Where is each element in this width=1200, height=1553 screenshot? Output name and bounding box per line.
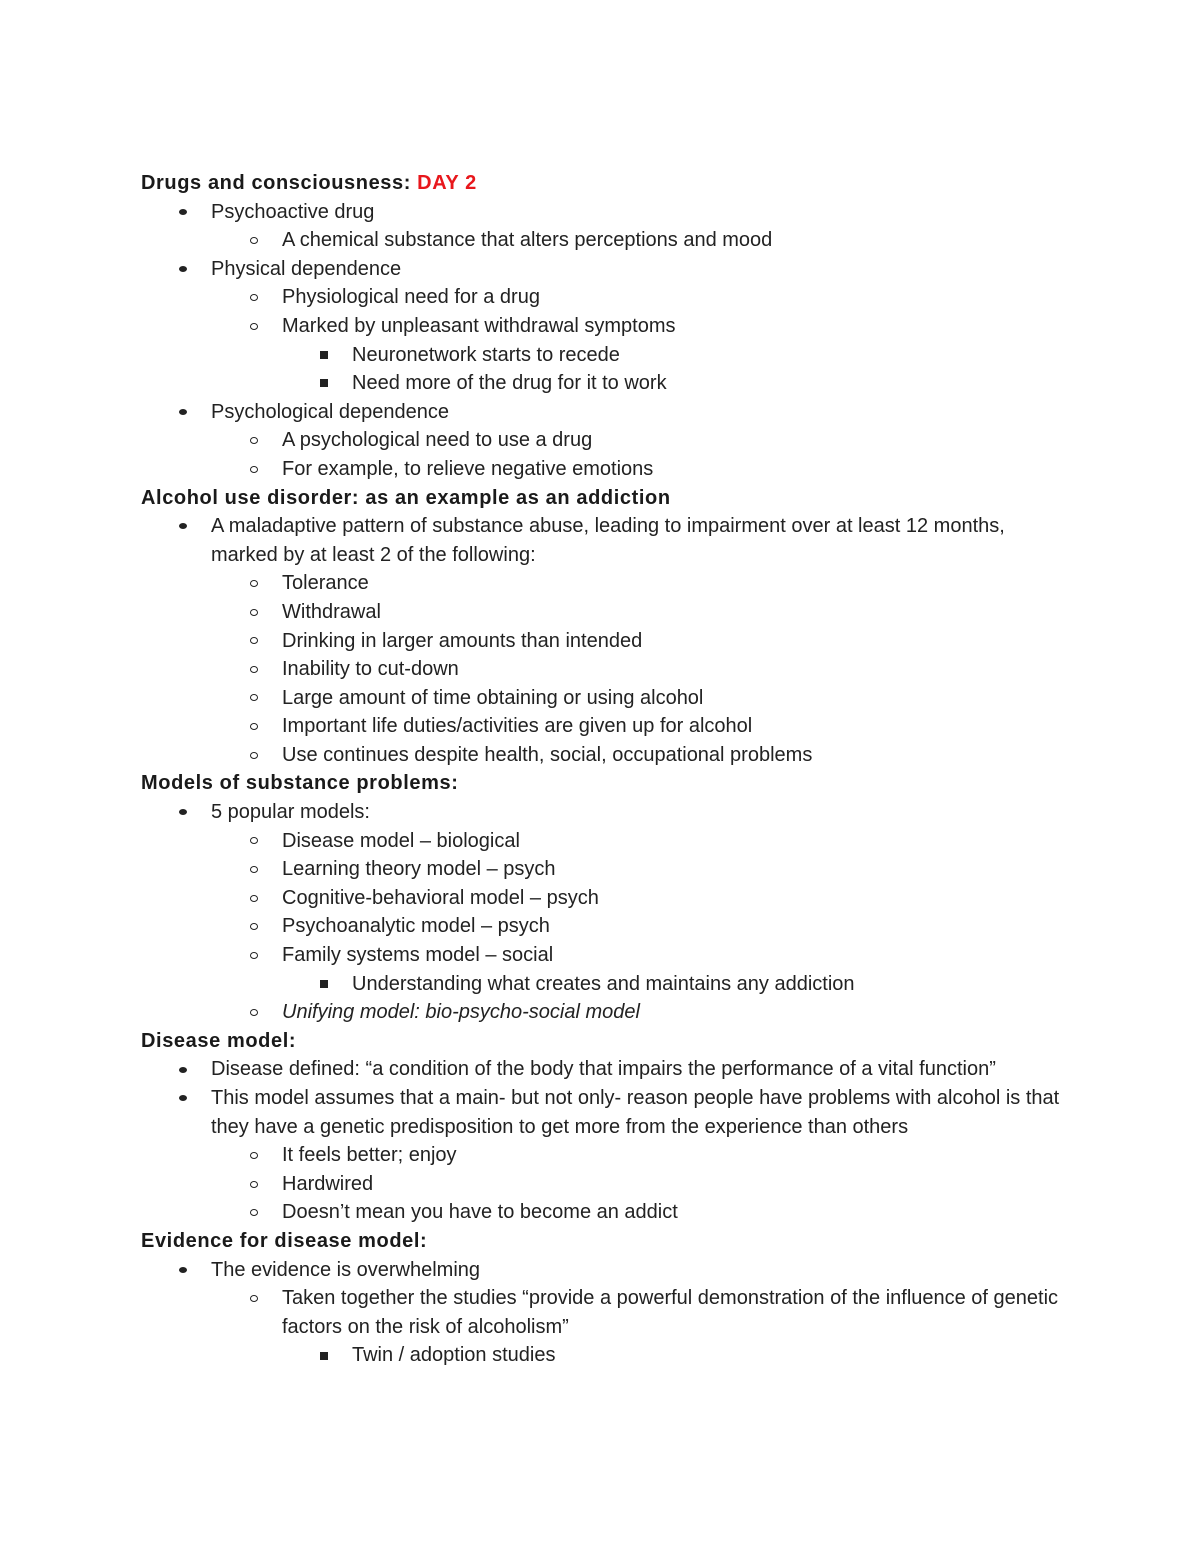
list-item-text: Use continues despite health, social, occupational problems <box>282 743 813 766</box>
list-item <box>141 1284 1071 1341</box>
list-item-text: Taken together the studies “provide a powerful demonstration of the influence of genetic factors on the risk of alcoholism” <box>282 1287 1059 1338</box>
bullet-circle-icon <box>246 684 262 713</box>
bullet-circle-icon <box>246 598 262 627</box>
list-item <box>141 1055 1071 1084</box>
list-item <box>141 970 1071 999</box>
bullet-square-icon <box>316 369 332 398</box>
list-item <box>141 1170 1071 1199</box>
section-heading <box>141 769 1071 798</box>
bullet-circle-icon <box>246 741 262 770</box>
list-item <box>141 426 1071 455</box>
section-heading-text: Evidence for disease model: <box>141 1229 428 1252</box>
list-item-text: Learning theory model – psych <box>282 858 556 881</box>
list-item-text: Drinking in larger amounts than intended <box>282 629 643 652</box>
list-item-text: Doesn’t mean you have to become an addict <box>282 1201 678 1224</box>
bullet-circle-icon <box>246 941 262 970</box>
notes-content <box>141 169 1071 1370</box>
list-item <box>141 884 1071 913</box>
list-item <box>141 627 1071 656</box>
day-label: DAY 2 <box>417 172 477 194</box>
list-item <box>141 741 1071 770</box>
bullet-disc-icon <box>175 512 191 541</box>
list-item-text: It feels better; enjoy <box>282 1144 457 1167</box>
list-item <box>141 1198 1071 1227</box>
list-item <box>141 283 1071 312</box>
list-item <box>141 1256 1071 1285</box>
bullet-circle-icon <box>246 312 262 341</box>
section-heading <box>141 169 1071 198</box>
list-item-text: Tolerance <box>282 572 369 595</box>
list-item <box>141 1141 1071 1170</box>
section-heading-text: Alcohol use disorder: as an example as an addiction <box>141 486 671 509</box>
list-item-text: A psychological need to use a drug <box>282 429 593 452</box>
list-item <box>141 455 1071 484</box>
list-item-text: Hardwired <box>282 1172 374 1195</box>
bullet-circle-icon <box>246 655 262 684</box>
bullet-disc-icon <box>175 1055 191 1084</box>
list-item-text: Important life duties/activities are given up for alcohol <box>282 715 753 738</box>
bullet-disc-icon <box>175 1084 191 1113</box>
list-item-text: Psychoactive drug <box>211 200 375 223</box>
list-item <box>141 598 1071 627</box>
bullet-circle-icon <box>246 712 262 741</box>
list-item <box>141 341 1071 370</box>
list-item <box>141 369 1071 398</box>
list-item <box>141 684 1071 713</box>
bullet-circle-icon <box>246 998 262 1027</box>
list-item-text: Withdrawal <box>282 600 381 623</box>
bullet-disc-icon <box>175 398 191 427</box>
list-item <box>141 198 1071 227</box>
list-item-text: A maladaptive pattern of substance abuse, leading to impairment over at least 12 months, marked by at least 2 of the following: <box>211 515 1005 566</box>
bullet-circle-icon <box>246 884 262 913</box>
list-item-text: For example, to relieve negative emotions <box>282 457 654 480</box>
list-item-text: Disease defined: “a condition of the body that impairs the performance of a vital function” <box>211 1058 996 1081</box>
list-item-text: Inability to cut-down <box>282 658 459 681</box>
list-item <box>141 512 1071 569</box>
list-item-text: Twin / adoption studies <box>352 1344 556 1367</box>
bullet-square-icon <box>316 341 332 370</box>
bullet-circle-icon <box>246 1170 262 1199</box>
bullet-disc-icon <box>175 198 191 227</box>
bullet-circle-icon <box>246 627 262 656</box>
bullet-circle-icon <box>246 827 262 856</box>
list-item-text: Neuronetwork starts to recede <box>352 343 620 366</box>
list-item-text: This model assumes that a main- but not only- reason people have problems with alcohol is that they have a genetic predisposition to get more from the experience than others <box>211 1087 1060 1138</box>
section-heading <box>141 484 1071 513</box>
list-item-text: Unifying model: bio-psycho-social model <box>282 1001 640 1024</box>
list-item <box>141 226 1071 255</box>
section-heading-text: Disease model: <box>141 1029 297 1052</box>
bullet-circle-icon <box>246 1284 262 1313</box>
list-item <box>141 712 1071 741</box>
bullet-disc-icon <box>175 798 191 827</box>
section-heading <box>141 1027 1071 1056</box>
bullet-circle-icon <box>246 855 262 884</box>
list-item <box>141 798 1071 827</box>
bullet-circle-icon <box>246 1198 262 1227</box>
list-item-text: Physiological need for a drug <box>282 286 540 309</box>
list-item <box>141 1084 1071 1141</box>
list-item-text: Psychological dependence <box>211 400 449 423</box>
bullet-circle-icon <box>246 1141 262 1170</box>
list-item <box>141 1341 1071 1370</box>
list-item-text: Understanding what creates and maintains any addiction <box>352 972 855 995</box>
bullet-circle-icon <box>246 226 262 255</box>
section-heading-text: Drugs and consciousness: <box>141 172 418 194</box>
list-item <box>141 569 1071 598</box>
list-item <box>141 655 1071 684</box>
bullet-circle-icon <box>246 912 262 941</box>
section-heading-text: Models of substance problems: <box>141 772 459 795</box>
list-item-text: Large amount of time obtaining or using alcohol <box>282 686 704 709</box>
list-item <box>141 827 1071 856</box>
bullet-square-icon <box>316 1341 332 1370</box>
list-item-text: Cognitive-behavioral model – psych <box>282 886 599 909</box>
list-item <box>141 998 1071 1027</box>
list-item-text: The evidence is overwhelming <box>211 1258 481 1281</box>
list-item-text: A chemical substance that alters perceptions and mood <box>282 229 773 252</box>
list-item-text: 5 popular models: <box>211 801 370 824</box>
bullet-circle-icon <box>246 426 262 455</box>
list-item-text: Psychoanalytic model – psych <box>282 915 550 938</box>
section-heading <box>141 1227 1071 1256</box>
list-item-text: Marked by unpleasant withdrawal symptoms <box>282 314 676 337</box>
list-item-text: Disease model – biological <box>282 829 520 852</box>
bullet-circle-icon <box>246 569 262 598</box>
list-item <box>141 941 1071 970</box>
list-item <box>141 912 1071 941</box>
list-item <box>141 312 1071 341</box>
list-item <box>141 255 1071 284</box>
list-item-text: Need more of the drug for it to work <box>352 372 667 395</box>
bullet-disc-icon <box>175 1256 191 1285</box>
bullet-circle-icon <box>246 455 262 484</box>
bullet-disc-icon <box>175 255 191 284</box>
list-item-text: Physical dependence <box>211 257 402 280</box>
bullet-square-icon <box>316 970 332 999</box>
bullet-circle-icon <box>246 283 262 312</box>
list-item <box>141 855 1071 884</box>
list-item <box>141 398 1071 427</box>
list-item-text: Family systems model – social <box>282 944 554 967</box>
